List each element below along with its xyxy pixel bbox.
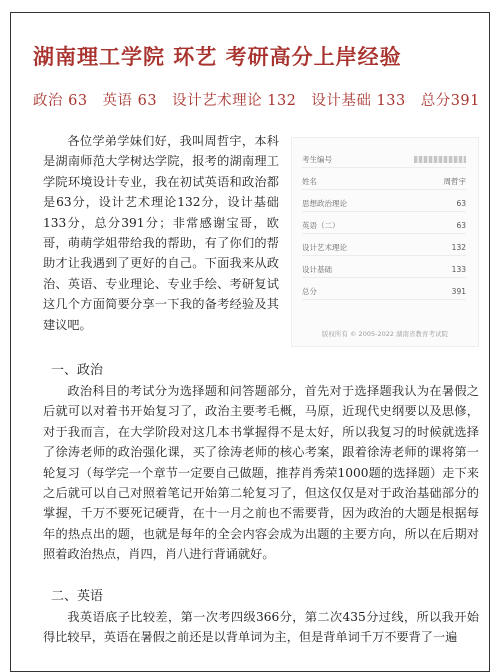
score-row-politics <box>302 196 466 212</box>
score-row-label: 设计基础 <box>302 265 332 274</box>
section-heading-english: 二、英语 <box>51 589 104 604</box>
redacted-id <box>414 156 466 163</box>
score-row-label: 设计艺术理论 <box>302 243 347 252</box>
score-card-footer: 版权所有 © 2005-2022 湖南省教育考试院 <box>321 330 449 338</box>
score-row-name <box>302 174 466 190</box>
score-row-value: 63 <box>456 221 466 230</box>
score-row-label: 总分 <box>302 287 317 296</box>
score-row-label: 英语（二） <box>302 221 340 230</box>
score-card-screenshot <box>291 137 479 347</box>
score-row-id <box>302 152 466 168</box>
score-row-value: 133 <box>451 265 466 274</box>
section-heading-politics: 一、政治 <box>51 363 104 378</box>
intro-paragraph: 各位学弟学妹们好，我叫周哲宇，本科是湖南师范大学树达学院，报考的湖南理工学院环境设计专业，我在初试英语和政治都是63分，设计艺术理论132分，设计基础133分，总分391分；非常感谢宝哥，欧哥，萌萌学姐带给我的帮助，有了你们的帮助才让我遇到了更好的自己。下面我来从政治、英语、专业理论、专业手绘、考研复试这几个方面简要分享一下我的备考经验及其建议吧。 <box>43 134 279 332</box>
score-row-label: 考生编号 <box>302 155 332 164</box>
page-title: 湖南理工学院 环艺 考研高分上岸经验 <box>33 44 402 69</box>
score-row-value: 132 <box>451 243 466 252</box>
score-row-value: 391 <box>451 287 466 296</box>
score-row-design-theory <box>302 240 466 256</box>
score-row-english <box>302 218 466 234</box>
score-summary: 政治 63 英语 63 设计艺术理论 132 设计基础 133 总分391 <box>33 93 480 109</box>
document-page <box>10 12 490 672</box>
score-row-label: 姓名 <box>302 177 317 186</box>
section-body-english: 我英语底子比较差，第一次考四级366分，第二次435分过线，所以我开始得比较早，英语在暑假之前还是以背单词为主，但是背单词千万不要背了一遍 <box>43 610 479 645</box>
score-row-design-basics <box>302 262 466 278</box>
score-row-value: 周哲宇 <box>443 177 466 186</box>
score-row-value: 63 <box>456 199 466 208</box>
section-body-politics: 政治科目的考试分为选择题和问答题部分，首先对于选择题我认为在暑假之后就可以对着书开始复习了，政治主要考毛概，马原，近现代史纲要以及思修，对于我而言，在大学阶段对这几本书掌握得不是太好，所以我复习的时候就选择了徐涛老师的政治强化课，买了徐涛老师的核心考案，跟着徐涛老师的课将第一轮复习（每学完一个章节一定要自己做题，推荐肖秀荣1000题的选择题）走下来之后就可以自己对照着笔记开始第二轮复习了，但这仅仅是对于政治基础部分的掌握，千万不要死记硬背，在十一月之前也不需要背，因为政治的大题是根据每年的热点出的题，也就是每年的全会内容会成为出题的主要方向，所以在后期对照着政治热点，肖四，肖八进行背诵就好。 <box>43 384 479 562</box>
score-row-total <box>302 284 466 300</box>
score-row-label: 思想政治理论 <box>302 199 347 208</box>
